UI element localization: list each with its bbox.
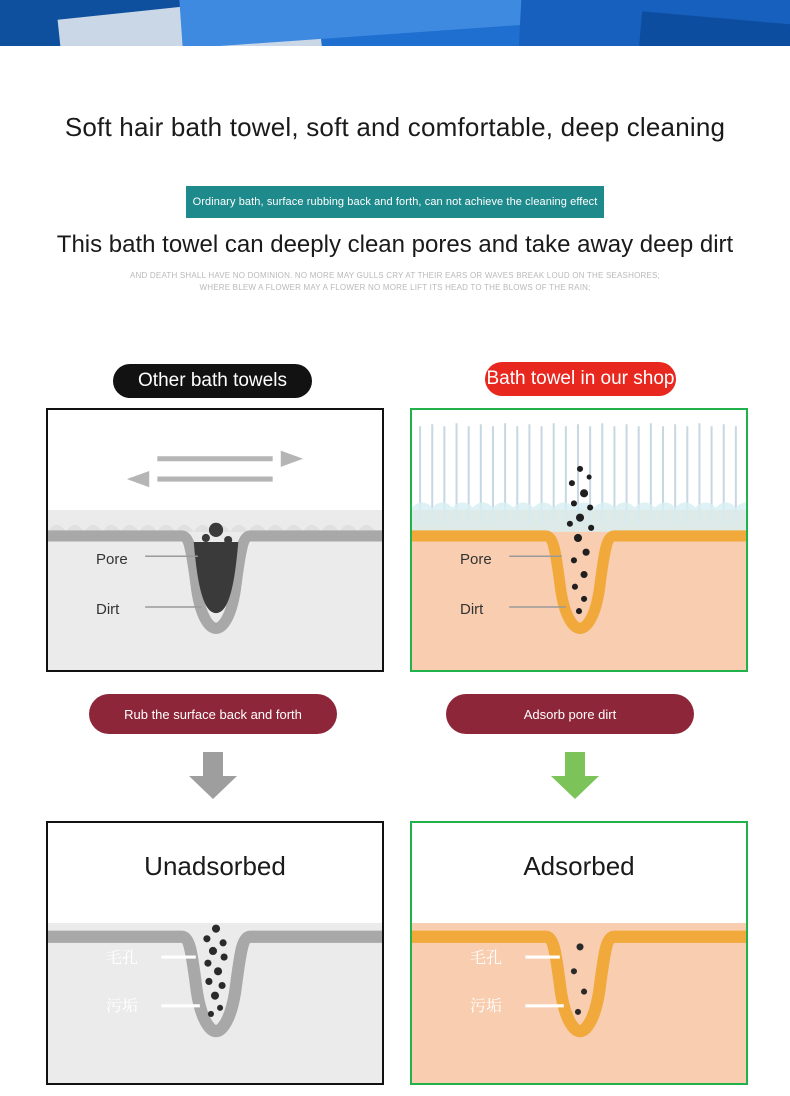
right-column-title-overlay <box>485 368 745 390</box>
fineprint-line-2: WHERE BLEW A FLOWER MAY A FLOWER NO MORE LIFT ITS HEAD TO THE BLOWS OF THE RAIN; <box>199 283 591 292</box>
panel-other-towel-crosssection <box>46 408 384 672</box>
dirt-label-cn-left: 污垢 <box>106 998 139 1015</box>
panel-unadsorbed-result <box>46 821 384 1085</box>
left-step-label: Rub the surface back and forth <box>124 706 302 722</box>
right-step-pill <box>446 694 694 734</box>
our-towel-diagram <box>412 410 746 670</box>
right-column-title-pill-text: Bath towel in our shop <box>486 368 675 389</box>
pore-label-left-top: Pore <box>96 551 128 568</box>
unadsorbed-diagram <box>48 823 382 1083</box>
rub-arrow-group <box>157 459 272 479</box>
dirt-speck-1 <box>209 523 223 537</box>
dirt-speck-2 <box>202 534 210 542</box>
fineprint-line-1: AND DEATH SHALL HAVE NO DOMINION. NO MORE MAY GULLS CRY AT THEIR EARS OR WAVES BREAK LOUD ON THE SEASHORES; <box>130 271 660 280</box>
fineprint <box>0 270 790 294</box>
left-step-pill <box>89 694 337 734</box>
rub-arrow-left-head <box>127 471 149 487</box>
right-step-label: Adsorb pore dirt <box>523 706 617 722</box>
tagline-text: Ordinary bath, surface rubbing back and forth, can not achieve the cleaning effect <box>192 196 598 208</box>
dirt-specks-bottom-left <box>203 925 227 1017</box>
pore-label-cn-right: 毛孔 <box>470 950 503 967</box>
dirt-specks-bottom-right <box>571 943 587 1015</box>
dirt-label-cn-right: 污垢 <box>470 998 503 1015</box>
top-banner <box>0 0 790 46</box>
tagline-banner <box>186 186 604 218</box>
page-subtitle: This bath towel can deeply clean pores and take away deep dirt <box>56 231 734 258</box>
panel-our-towel-crosssection <box>410 408 748 672</box>
pore-outline-bottom-right <box>412 937 746 1031</box>
dirt-label-right-top: Dirt <box>460 601 484 618</box>
adsorbed-diagram <box>412 823 746 1083</box>
dirt-speck-3 <box>224 536 232 544</box>
right-down-arrow-icon <box>547 752 603 800</box>
left-column-title-pill <box>113 364 312 398</box>
panel-adsorbed-result <box>410 821 748 1085</box>
dirt-label-left-top: Dirt <box>96 601 120 618</box>
pore-label-right-top: Pore <box>460 551 492 568</box>
left-column-title: Other bath towels <box>138 370 287 391</box>
pore-label-cn-left: 毛孔 <box>106 950 139 967</box>
page-title: Soft hair bath towel, soft and comfortable, deep cleaning <box>64 112 726 142</box>
other-towel-diagram <box>48 410 382 670</box>
left-down-arrow-icon <box>185 752 241 800</box>
left-result-title: Unadsorbed <box>144 851 286 881</box>
rub-arrow-right-head <box>281 451 303 467</box>
right-result-title: Adsorbed <box>523 851 635 881</box>
